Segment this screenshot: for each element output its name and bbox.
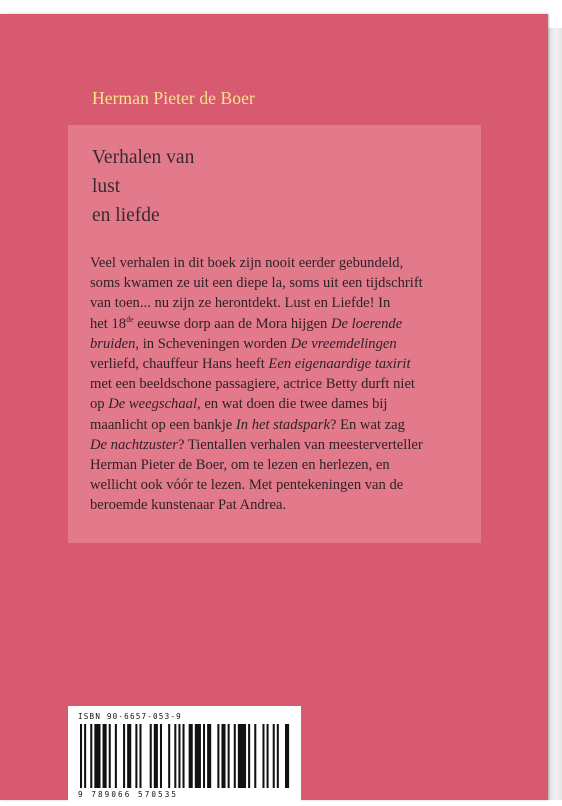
barcode-bar	[183, 724, 185, 788]
blurb-line	[90, 394, 482, 414]
author-name: Herman Pieter de Boer	[92, 88, 255, 108]
blurb-line	[90, 354, 482, 374]
blurb-line	[90, 314, 482, 334]
blurb-fragment: verliefd, chauffeur Hans heeft	[90, 356, 269, 373]
blurb-line: wellicht ook vóór te lezen. Met pentekeningen van de	[90, 477, 404, 494]
text-panel	[68, 125, 481, 543]
barcode-bar	[234, 724, 236, 788]
blurb-fragment: maanlicht op een bankje	[90, 416, 236, 433]
barcode-bar	[154, 724, 158, 788]
ean-digits: 9 789066 570535	[78, 790, 179, 799]
blurb-fragment: , en wat doen die twee dames bij	[197, 396, 388, 413]
barcode-bar	[127, 724, 131, 788]
story-title: De vreemdelingen	[290, 335, 397, 352]
blurb-fragment: ? Tientallen verhalen van meesterverteller	[177, 436, 423, 453]
barcode-bar	[178, 724, 180, 788]
barcode-bar	[277, 724, 279, 788]
blurb-line: soms kwamen ze uit een diepe la, soms uit een tijdschrift	[90, 275, 423, 292]
barcode-bar	[217, 724, 219, 788]
barcode-bar	[150, 724, 152, 788]
blurb-line: Veel verhalen in dit boek zijn nooit eerder gebundeld,	[90, 255, 404, 271]
barcode-bar	[203, 724, 205, 788]
barcode-bar	[189, 724, 193, 788]
story-title: De nachtzuster	[90, 436, 178, 453]
story-title: bruiden	[90, 335, 136, 352]
barcode-bar	[160, 724, 162, 788]
barcode-bar	[94, 724, 100, 788]
title-line-3: en liefde	[92, 205, 160, 226]
blurb-line: van toen... nu zijn ze herontdekt. Lust en Liefde! In	[90, 295, 391, 312]
ordinal-suffix: de	[126, 314, 134, 324]
blurb-line: beroemde kunstenaar Pat Andrea.	[90, 497, 287, 514]
barcode-bar	[90, 724, 92, 788]
barcode-bar	[248, 724, 250, 788]
barcode-bar	[139, 724, 141, 788]
blurb-fragment: ? En wat zag	[329, 416, 405, 433]
barcode-bar	[195, 724, 201, 788]
blurb-line: met een beeldschone passagiere, actrice Betty durft niet	[90, 376, 415, 393]
blurb-text	[90, 253, 482, 516]
barcode-bar	[123, 724, 125, 788]
book-title	[92, 143, 194, 230]
barcode-bar	[168, 724, 170, 788]
barcode-bar	[115, 724, 117, 788]
title-line-1: Verhalen van	[92, 147, 195, 168]
title-line-2: lust	[92, 176, 121, 197]
barcode-bar	[238, 724, 246, 788]
barcode-bar	[135, 724, 137, 788]
barcode-bar	[84, 724, 86, 788]
blurb-fragment: , in Scheveningen worden	[135, 335, 291, 352]
barcode-bar	[262, 724, 264, 788]
barcode-bar	[174, 724, 176, 788]
isbn-label: ISBN 90-6657-053-9	[78, 712, 182, 721]
barcode-bar	[267, 724, 269, 788]
barcode-bar	[109, 724, 111, 788]
back-cover	[0, 14, 548, 800]
barcode-bar	[80, 724, 82, 788]
story-title: Een eigenaardige taxirit	[268, 356, 411, 373]
barcode-bar	[221, 724, 225, 788]
story-title: De loerende	[331, 315, 403, 332]
blurb-line	[90, 435, 482, 455]
blurb-line	[90, 334, 482, 354]
barcode-bar	[285, 724, 289, 788]
barcode-bar	[273, 724, 275, 788]
barcode-bar	[228, 724, 230, 788]
barcode-box	[68, 706, 301, 806]
blurb-line	[90, 415, 482, 435]
barcode-bar	[103, 724, 107, 788]
blurb-fragment: op	[90, 396, 109, 413]
story-title: In het stadspark	[235, 416, 330, 433]
story-title: De weegschaal	[108, 396, 198, 413]
page-block-edge	[546, 28, 562, 800]
blurb-line: Herman Pieter de Boer, om te lezen en herlezen, en	[90, 457, 390, 474]
blurb-fragment: het 18	[90, 315, 127, 332]
barcode-icon	[78, 724, 291, 788]
blurb-fragment: eeuwse dorp aan de Mora hijgen	[133, 315, 331, 332]
barcode-bar	[254, 724, 256, 788]
barcode-bar	[207, 724, 211, 788]
